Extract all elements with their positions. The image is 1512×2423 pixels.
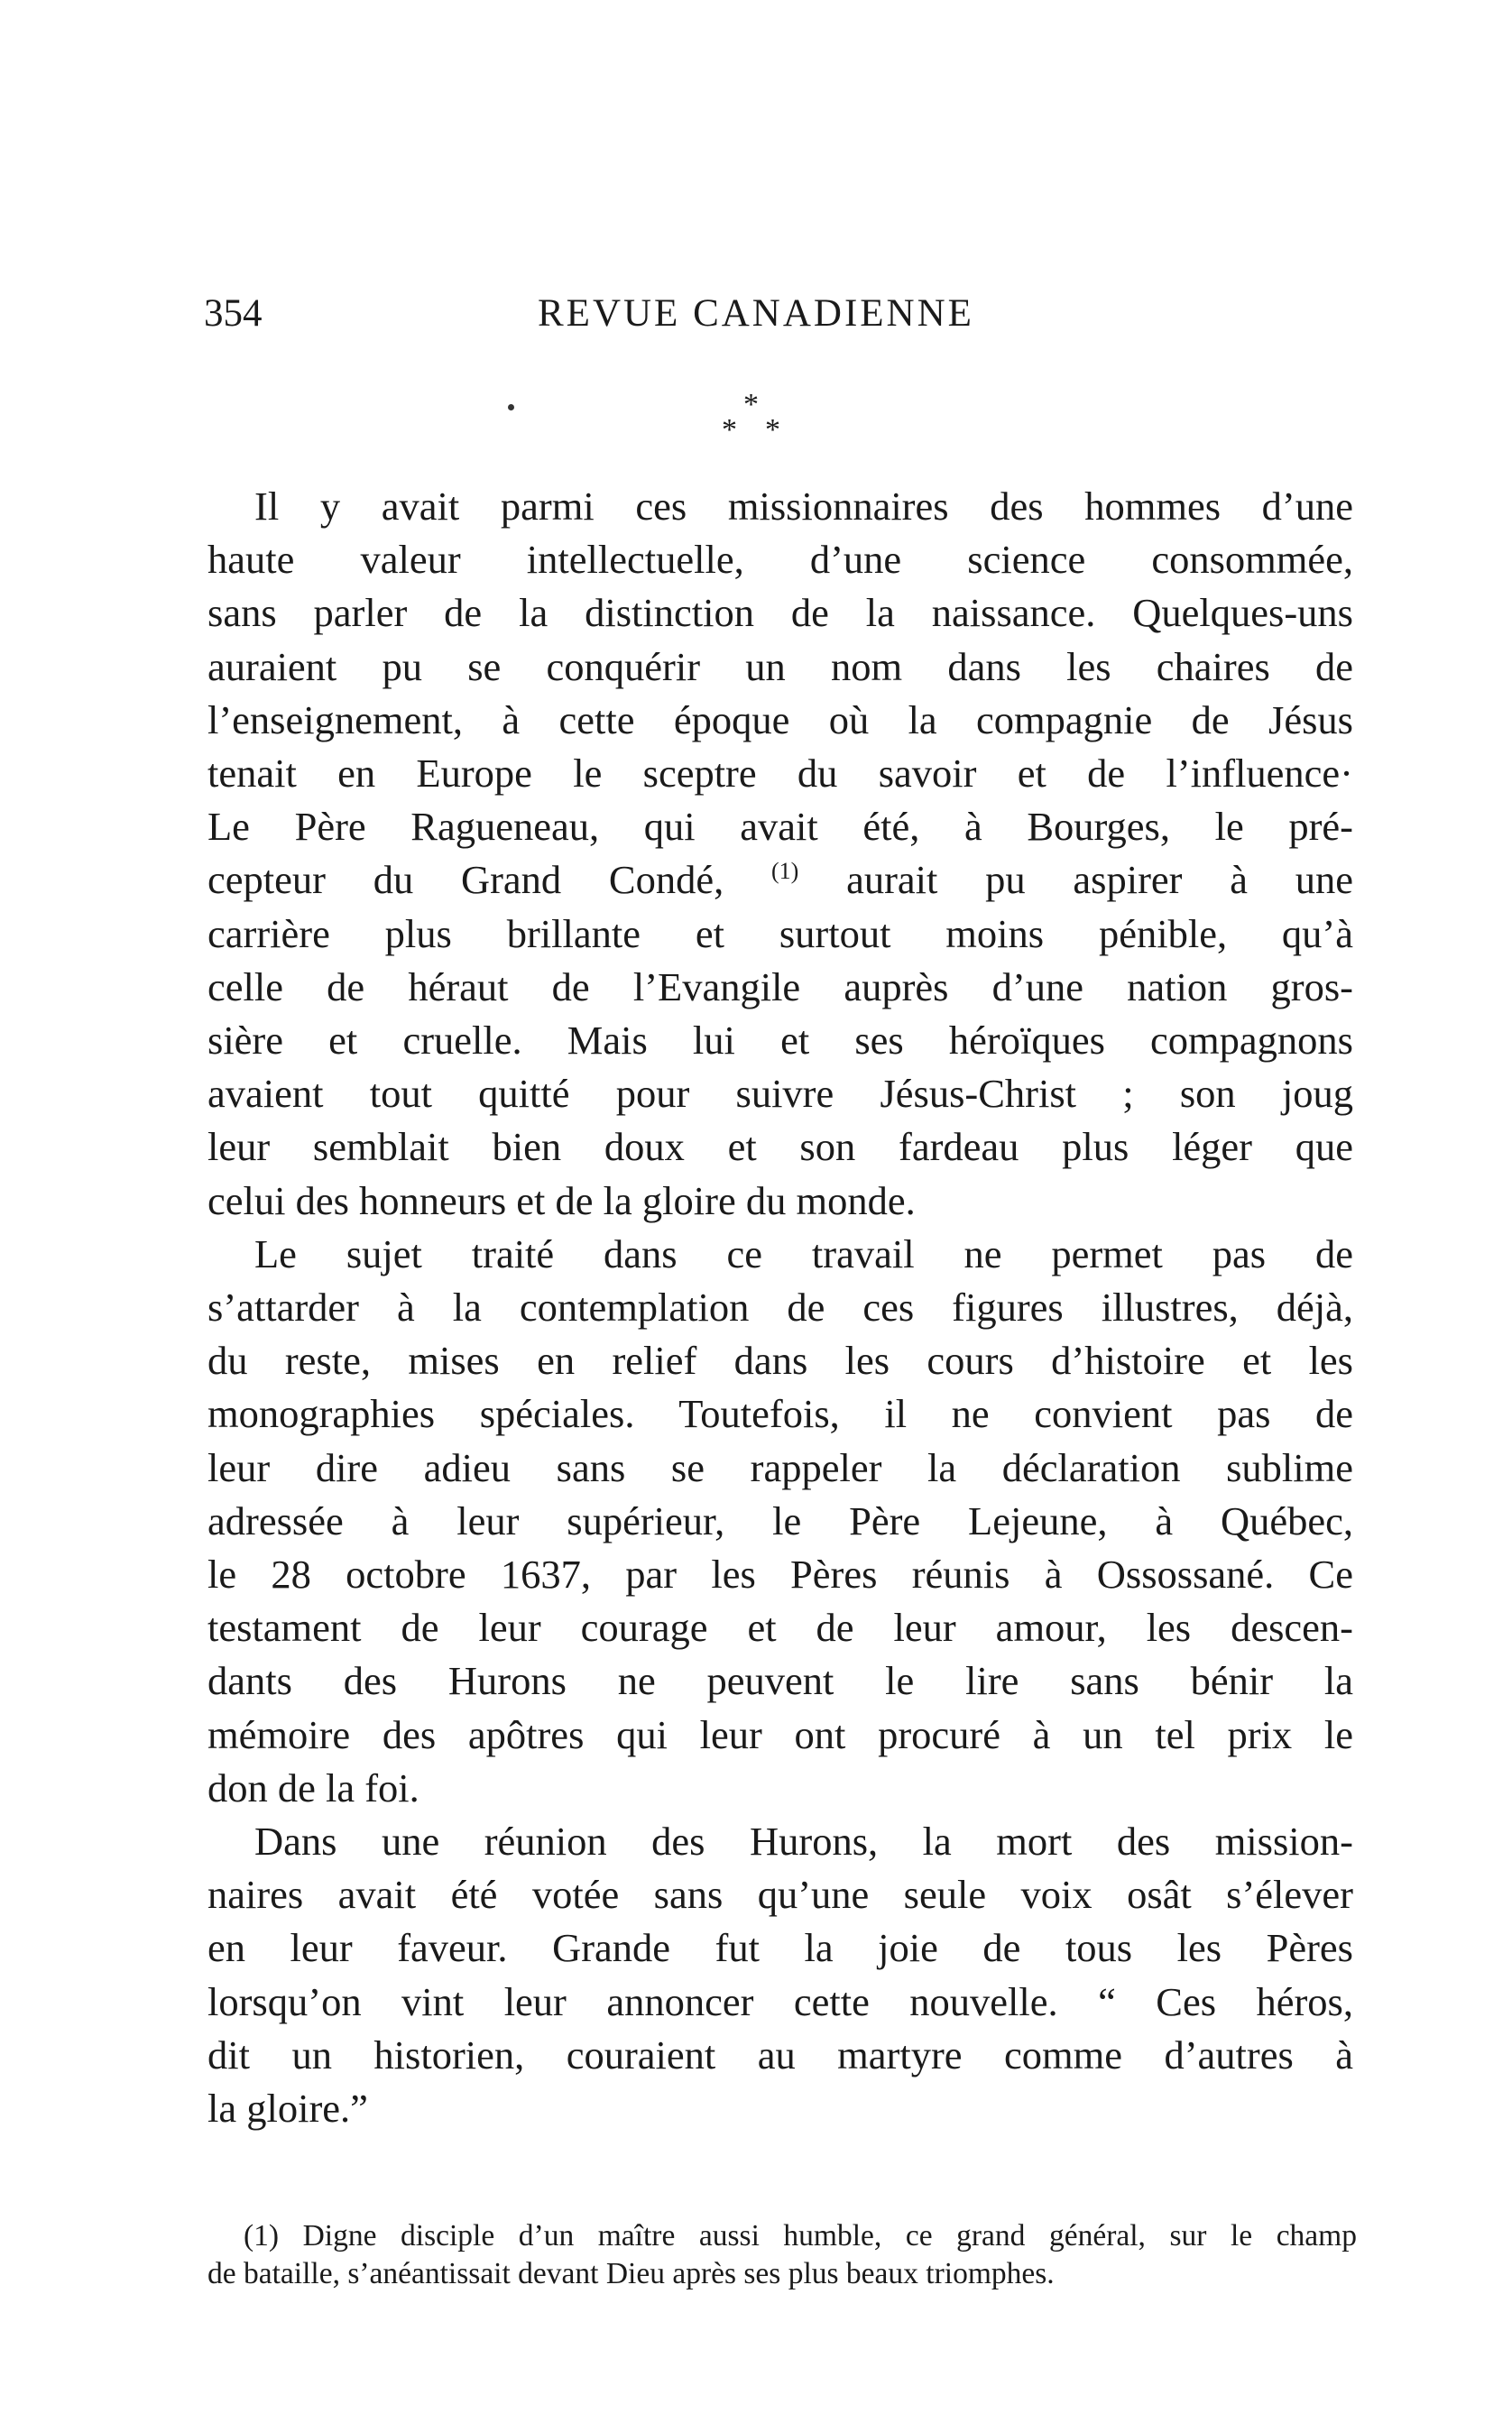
text-line: adressée à leur supérieur, le Père Lejeune, à Québec, [207, 1497, 1353, 1543]
text-line: s’attarder à la contemplation de ces figures illustres, déjà, [207, 1285, 1353, 1331]
body-text [207, 480, 1353, 2135]
asterism-star: * [722, 413, 737, 447]
text-line: l’enseignement, à cette époque où la compagnie de Jésus [207, 696, 1353, 742]
text-line: leur dire adieu sans se rappeler la déclaration sublime [207, 1444, 1353, 1490]
text-line: avaient tout quitté pour suivre Jésus-Christ ; son joug [207, 1071, 1353, 1117]
stray-dot [508, 404, 514, 410]
paragraph-3 [207, 1815, 1353, 2135]
text-line: Le sujet traité dans ce travail ne permet pas de [254, 1230, 1353, 1276]
text-line: mémoire des apôtres qui leur ont procuré à un tel prix le [207, 1711, 1353, 1757]
text-line: celle de héraut de l’Evangile auprès d’une nation gros- [207, 963, 1353, 1009]
text-line: sière et cruelle. Mais lui et ses héroïques compagnons [207, 1018, 1353, 1064]
text-line: Il y avait parmi ces missionnaires des hommes d’une [254, 484, 1353, 529]
text-segment: aurait pu aspirer à une [846, 857, 1354, 903]
text-line: la gloire.” [207, 2086, 368, 2132]
text-line: celui des honneurs et de la gloire du monde. [207, 1177, 916, 1223]
text-line: lorsqu’on vint leur annoncer cette nouvelle. “ Ces héros, [207, 1978, 1353, 2024]
text-line: le 28 octobre 1637, par les Pères réunis à Ossossané. Ce [207, 1552, 1353, 1598]
text-segment: cepteur du Grand Condé, [207, 857, 724, 903]
asterism-star: * [743, 388, 759, 421]
text-line: monographies spéciales. Toutefois, il ne convient pas de [207, 1391, 1353, 1437]
footnote-line: de bataille, s’anéantissait devant Dieu après ses plus beaux triomphes. [207, 2257, 1055, 2290]
section-separator-asterism [704, 388, 812, 451]
text-line: du reste, mises en relief dans les cours d’histoire et les [207, 1338, 1353, 1384]
text-line: haute valeur intellectuelle, d’une science consommée, [207, 537, 1353, 583]
asterism-star: * [765, 413, 780, 447]
page-number: 354 [204, 292, 263, 335]
text-line: en leur faveur. Grande fut la joie de tous les Pères [207, 1925, 1353, 1971]
paragraph-2 [207, 1228, 1353, 1815]
paragraph-1 [207, 480, 1353, 1228]
journal-title: REVUE CANADIENNE [538, 292, 974, 335]
footnote-line: (1) Digne disciple d’un maître aussi humble, ce grand général, sur le champ [244, 2219, 1357, 2253]
text-line: testament de leur courage et de leur amour, les descen- [207, 1605, 1353, 1651]
text-line-with-footnote [207, 853, 1353, 907]
text-line: Dans une réunion des Hurons, la mort des mission- [254, 1819, 1353, 1865]
text-line: dit un historien, couraient au martyre comme d’autres à [207, 2031, 1353, 2078]
text-line: sans parler de la distinction de la naissance. Quelques-uns [207, 590, 1353, 636]
text-line: tenait en Europe le sceptre du savoir et de l’influence· [207, 751, 1353, 797]
text-line: dants des Hurons ne peuvent le lire sans bénir la [207, 1658, 1353, 1704]
text-line: carrière plus brillante et surtout moins pénible, qu’à [207, 910, 1353, 956]
running-head [204, 287, 1359, 341]
footnote [207, 2217, 1357, 2293]
text-line: naires avait été votée sans qu’une seule voix osât s’élever [207, 1872, 1353, 1918]
text-line: Le Père Ragueneau, qui avait été, à Bourges, le pré- [207, 804, 1353, 850]
text-line: auraient pu se conquérir un nom dans les chaires de [207, 643, 1353, 689]
text-line: don de la foi. [207, 1764, 419, 1810]
text-line: leur semblait bien doux et son fardeau plus léger que [207, 1124, 1353, 1170]
footnote-reference: (1) [771, 858, 799, 885]
